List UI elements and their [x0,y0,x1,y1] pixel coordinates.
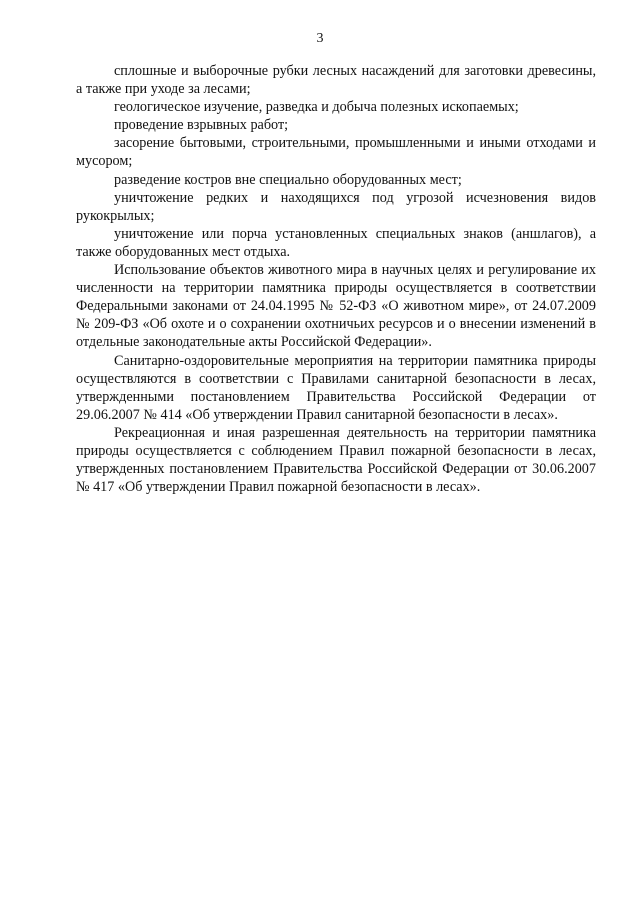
list-item-clear-cutting: сплошные и выборочные рубки лесных насаждений для заготовки древесины, а также при уходе за лесами; [76,63,596,98]
list-item-blasting: проведение взрывных работ; [114,117,289,134]
document-body [76,62,596,496]
paragraph-recreational-activity: Рекреационная и иная разрешенная деятельность на территории памятника природы осуществляется с соблюдением Правил пожарной безопасности в лесах, утвержденных постановлением Правительства Российской Федерации от 30.06.2007 № 417 «Об утверждении Правил пожарной безопасности в лесах». [76,424,596,496]
list-item-campfires: разведение костров вне специально оборудованных мест; [114,171,462,188]
list-item-bat-destruction: уничтожение редких и находящихся под угрозой исчезновения видов рукокрылых; [76,189,596,224]
list-item-geological-exploration: геологическое изучение, разведка и добыча полезных ископаемых; [114,99,519,116]
list-item-signs-damage: уничтожение или порча установленных специальных знаков (аншлагов), а также оборудованных мест отдыха. [76,225,596,260]
paragraph-wildlife-use: Использование объектов животного мира в научных целях и регулирование их численности на территории памятника природы осуществляется в соответствии Федеральными законами от 24.04.1995 № 52-ФЗ «О животном мире», от 24.07.2009 № 209-ФЗ «Об охоте и о сохранении охотничьих ресурсов и о внесении изменений в отдельные законодательные акты Российской Федерации». [76,262,596,351]
paragraph-sanitary-measures: Санитарно-оздоровительные мероприятия на территории памятника природы осуществляются в соответствии с Правилами санитарной безопасности в лесах, утвержденными постановлением Правительства Российской Федерации от 29.06.2007 № 414 «Об утверждении Правил санитарной безопасности в лесах». [76,352,596,423]
page-number: 3 [316,31,324,46]
list-item-littering: засорение бытовыми, строительными, промышленными и иными отходами и мусором; [76,135,596,170]
